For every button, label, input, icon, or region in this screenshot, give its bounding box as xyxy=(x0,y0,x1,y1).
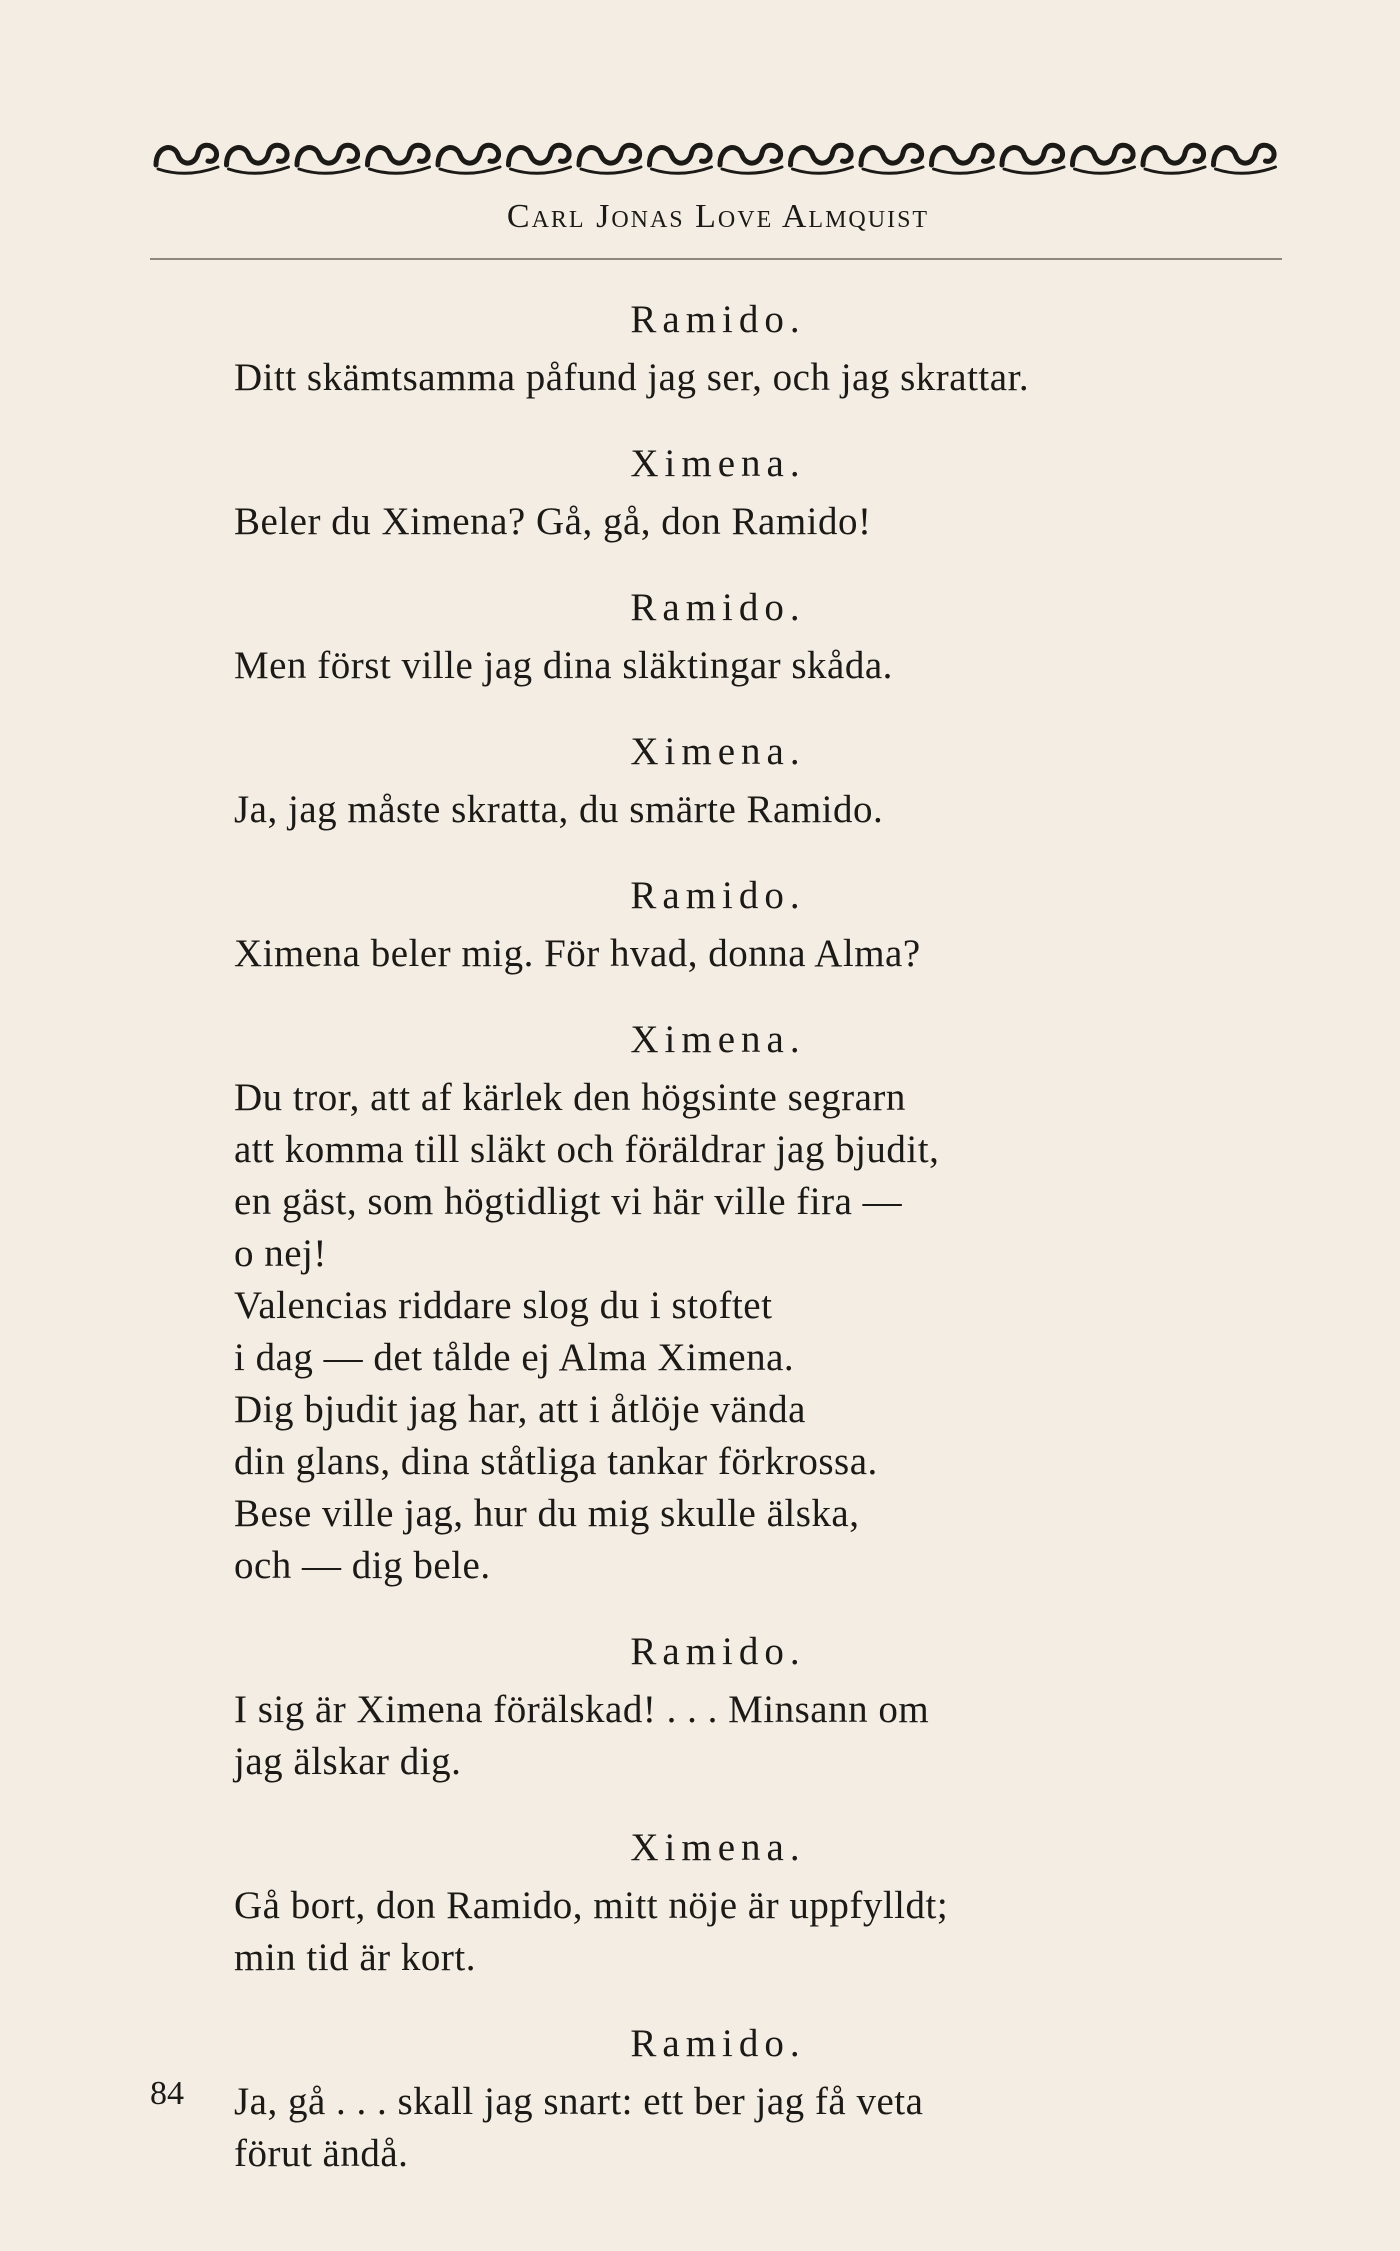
speaker-name: Ramido. xyxy=(630,298,806,341)
verse-line: Ximena beler mig. För hvad, donna Alma? xyxy=(234,932,921,975)
verse-line: och — dig bele. xyxy=(234,1544,491,1587)
scroll-underline xyxy=(229,167,289,173)
verse-line: att komma till släkt och föräldrar jag bjudit, xyxy=(234,1128,940,1171)
scroll-motif xyxy=(1214,145,1275,165)
verse-line: i dag — det tålde ej Alma Ximena. xyxy=(234,1336,795,1379)
scroll-underline xyxy=(511,167,571,173)
verse-line: Ditt skämtsamma påfund jag ser, och jag skrattar. xyxy=(234,356,1030,399)
speaker-name: Ramido. xyxy=(630,2022,806,2065)
scroll-motif xyxy=(1143,145,1204,165)
scroll-underline xyxy=(652,167,712,173)
scroll-underline xyxy=(1145,167,1205,173)
scroll-motif xyxy=(861,145,922,165)
verse-line: I sig är Ximena förälskad! . . . Minsann om xyxy=(234,1688,930,1731)
speaker-name: Ximena. xyxy=(630,442,806,485)
verse-line: Ja, gå . . . skall jag snart: ett ber jag få veta xyxy=(234,2080,924,2123)
scroll-underline xyxy=(1004,167,1064,173)
verse-line: o nej! xyxy=(234,1232,327,1275)
scroll-underline xyxy=(1075,167,1135,173)
scroll-underline xyxy=(863,167,923,173)
scroll-motif xyxy=(368,145,429,165)
decorative-scroll-border xyxy=(152,135,1280,179)
verse-line: Du tror, att af kärlek den högsinte segrarn xyxy=(234,1076,906,1119)
verse-line: Valencias riddare slog du i stoftet xyxy=(234,1284,773,1327)
scroll-motif xyxy=(227,145,288,165)
verse-line: Ja, jag måste skratta, du smärte Ramido. xyxy=(234,788,884,831)
running-head: Carl Jonas Love Almquist xyxy=(506,198,930,235)
scroll-motif xyxy=(579,145,640,165)
scroll-motif xyxy=(650,145,711,165)
scroll-motif xyxy=(438,145,499,165)
scroll-motif xyxy=(720,145,781,165)
verse-line: Gå bort, don Ramido, mitt nöje är uppfylldt; xyxy=(234,1884,949,1927)
verse-line: din glans, dina ståtliga tankar förkrossa. xyxy=(234,1440,878,1483)
scroll-motif xyxy=(156,145,217,165)
speaker-name: Ramido. xyxy=(630,586,806,629)
scroll-motif xyxy=(1002,145,1063,165)
scroll-underline xyxy=(793,167,853,173)
verse-line: Men först ville jag dina släktingar skåda. xyxy=(234,644,893,687)
scroll-motif xyxy=(509,145,570,165)
speaker-name: Ramido. xyxy=(630,874,806,917)
scroll-underline xyxy=(722,167,782,173)
verse-line: jag älskar dig. xyxy=(234,1740,462,1783)
page-number: 84 xyxy=(150,2075,184,2112)
verse-line: min tid är kort. xyxy=(234,1936,476,1979)
header-rule xyxy=(150,258,1282,260)
scroll-motif xyxy=(1073,145,1134,165)
scroll-underline xyxy=(934,167,994,173)
verse-line: Dig bjudit jag har, att i åtlöje vända xyxy=(234,1388,806,1431)
speaker-name: Ximena. xyxy=(630,1018,806,1061)
scroll-underline xyxy=(370,167,430,173)
verse-line: Beler du Ximena? Gå, gå, don Ramido! xyxy=(234,500,872,543)
scroll-underline xyxy=(440,167,500,173)
speaker-name: Ximena. xyxy=(630,730,806,773)
scroll-motif xyxy=(791,145,852,165)
speaker-name: Ramido. xyxy=(630,1630,806,1673)
verse-line: Bese ville jag, hur du mig skulle älska, xyxy=(234,1492,860,1535)
scroll-underline xyxy=(1216,167,1276,173)
scroll-underline xyxy=(158,167,218,173)
speaker-name: Ximena. xyxy=(630,1826,806,1869)
verse-line: en gäst, som högtidligt vi här ville fira — xyxy=(234,1180,903,1223)
scroll-underline xyxy=(299,167,359,173)
scroll-motif xyxy=(932,145,993,165)
scroll-underline xyxy=(581,167,641,173)
scroll-motif xyxy=(297,145,358,165)
verse-line: förut ändå. xyxy=(234,2132,409,2175)
